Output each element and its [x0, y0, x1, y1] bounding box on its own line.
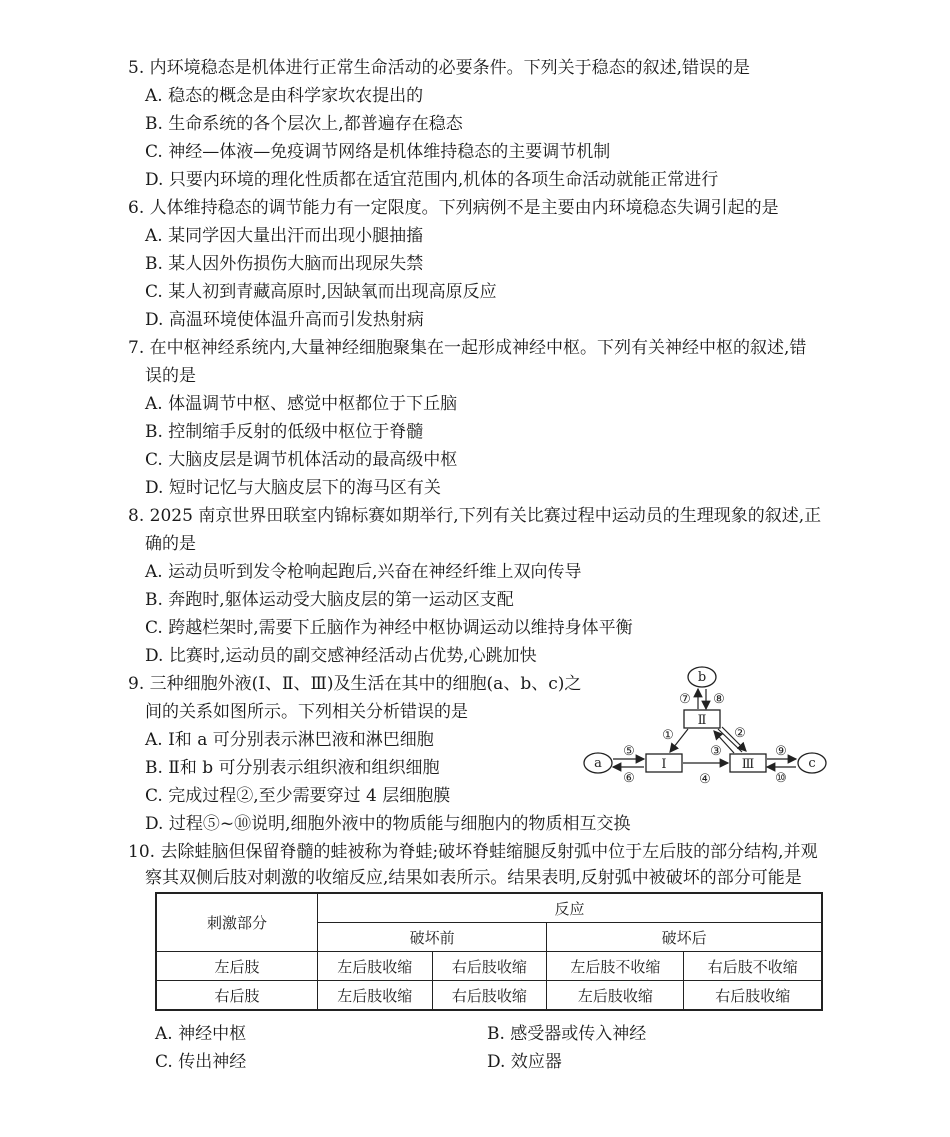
q9-stem: 9. 三种细胞外液(Ⅰ、Ⅱ、Ⅲ)及生活在其中的细胞(a、b、c)之: [128, 674, 582, 694]
q8-stem-cont: 确的是: [145, 534, 196, 554]
q9-option-c: C. 完成过程②,至少需要穿过 4 层细胞膜: [145, 786, 451, 806]
node-c-label: c: [808, 756, 816, 771]
q5-option-d: D. 只要内环境的理化性质都在适宜范围内,机体的各项生命活动就能正常进行: [145, 170, 719, 190]
label-8: ⑧: [713, 692, 725, 707]
q9-option-a: A. Ⅰ和 a 可分别表示淋巴液和淋巴细胞: [145, 730, 434, 750]
q6-option-a: A. 某同学因大量出汗而出现小腿抽搐: [145, 226, 424, 246]
label-4: ④: [699, 772, 711, 787]
table-header-response: 反应: [318, 893, 823, 923]
table-cell: 左后肢收缩: [318, 952, 433, 981]
table-cell: 右后肢: [156, 981, 318, 1011]
label-3: ③: [710, 744, 722, 759]
q10-option-c: C. 传出神经: [155, 1052, 247, 1072]
body-fluid-diagram: [580, 665, 830, 815]
label-10: ⑩: [775, 771, 787, 786]
q7-option-d: D. 短时记忆与大脑皮层下的海马区有关: [145, 478, 441, 498]
table-row: [156, 981, 822, 1011]
node-i-label: Ⅰ: [661, 757, 667, 772]
label-6: ⑥: [623, 771, 635, 786]
table-cell: 右后肢收缩: [684, 981, 822, 1011]
q7-stem: 7. 在中枢神经系统内,大量神经细胞聚集在一起形成神经中枢。下列有关神经中枢的叙述,错: [128, 338, 807, 358]
table-header-stimulus: 刺激部分: [156, 893, 318, 952]
q6-option-c: C. 某人初到青藏高原时,因缺氧而出现高原反应: [145, 282, 497, 302]
table-cell: 右后肢收缩: [432, 981, 547, 1011]
q10-option-b: B. 感受器或传入神经: [487, 1024, 647, 1044]
node-ii-label: Ⅱ: [697, 713, 707, 728]
q6-option-d: D. 高温环境使体温升高而引发热射病: [145, 310, 424, 330]
q8-stem: 8. 2025 南京世界田联室内锦标赛如期举行,下列有关比赛过程中运动员的生理现象的叙述,正: [128, 506, 822, 526]
q5-stem: 5. 内环境稳态是机体进行正常生命活动的必要条件。下列关于稳态的叙述,错误的是: [128, 58, 751, 78]
q7-option-b: B. 控制缩手反射的低级中枢位于脊髓: [145, 422, 424, 442]
q10-option-a: A. 神经中枢: [155, 1024, 247, 1044]
q8-option-b: B. 奔跑时,躯体运动受大脑皮层的第一运动区支配: [145, 590, 514, 610]
q9-option-b: B. Ⅱ和 b 可分别表示组织液和组织细胞: [145, 758, 440, 778]
table-cell: 右后肢不收缩: [684, 952, 822, 981]
q6-stem: 6. 人体维持稳态的调节能力有一定限度。下列病例不是主要由内环境稳态失调引起的是: [128, 198, 779, 218]
label-9: ⑨: [775, 744, 787, 759]
label-7: ⑦: [679, 692, 691, 707]
q5-option-b: B. 生命系统的各个层次上,都普遍存在稳态: [145, 114, 463, 134]
q9-option-d: D. 过程⑤~⑩说明,细胞外液中的物质能与细胞内的物质相互交换: [145, 814, 631, 834]
table-cell: 左后肢: [156, 952, 318, 981]
table-row: [156, 952, 822, 981]
q5-option-a: A. 稳态的概念是由科学家坎农提出的: [145, 86, 424, 106]
node-iii-label: Ⅲ: [741, 757, 755, 772]
q5-option-c: C. 神经—体液—免疫调节网络是机体维持稳态的主要调节机制: [145, 142, 611, 162]
label-2: ②: [734, 726, 746, 741]
q7-option-c: C. 大脑皮层是调节机体活动的最高级中枢: [145, 450, 458, 470]
node-a-label: a: [594, 756, 602, 771]
table-header-before: 破坏前: [318, 923, 547, 952]
table-header-after: 破坏后: [547, 923, 822, 952]
q7-option-a: A. 体温调节中枢、感觉中枢都位于下丘脑: [145, 394, 458, 414]
q7-stem-cont: 误的是: [145, 366, 196, 386]
q9-stem-cont: 间的关系如图所示。下列相关分析错误的是: [145, 702, 468, 722]
q10-stem: 10. 去除蛙脑但保留脊髓的蛙被称为脊蛙;破坏脊蛙缩腿反射弧中位于左后肢的部分结构,并观: [128, 842, 818, 862]
label-1: ①: [662, 728, 674, 743]
q8-option-a: A. 运动员听到发令枪响起跑后,兴奋在神经纤维上双向传导: [145, 562, 582, 582]
node-b-label: b: [697, 670, 707, 685]
results-table: [155, 892, 823, 1011]
table-cell: 左后肢收缩: [318, 981, 433, 1011]
table-cell: 左后肢不收缩: [547, 952, 684, 981]
q6-option-b: B. 某人因外伤损伤大脑而出现尿失禁: [145, 254, 424, 274]
q10-stem-cont: 察其双侧后肢对刺激的收缩反应,结果如表所示。结果表明,反射弧中被破坏的部分可能是: [145, 868, 802, 888]
q8-option-d: D. 比赛时,运动员的副交感神经活动占优势,心跳加快: [145, 646, 537, 666]
table-cell: 右后肢收缩: [432, 952, 547, 981]
table-cell: 左后肢收缩: [547, 981, 684, 1011]
q10-option-d: D. 效应器: [487, 1052, 562, 1072]
label-5: ⑤: [623, 744, 635, 759]
q8-option-c: C. 跨越栏架时,需要下丘脑作为神经中枢协调运动以维持身体平衡: [145, 618, 633, 638]
